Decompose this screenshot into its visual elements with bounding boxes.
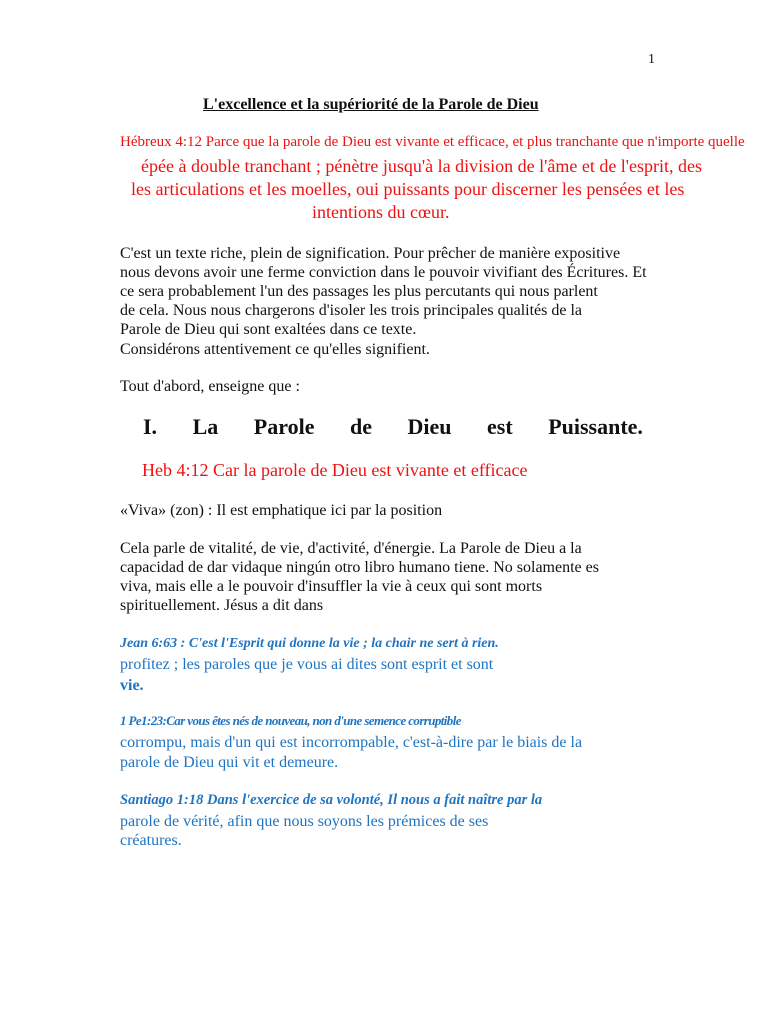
section-heading	[143, 414, 643, 440]
heb-verse: Heb 4:12 Car la parole de Dieu est vivante et efficace	[142, 460, 528, 480]
paragraph-1-line: ce sera probablement l'un des passages les plus percutants qui nous parlent	[120, 283, 598, 300]
paragraph-2-line: capacidad de dar vidaque ningún otro libro humano tiene. No solamente es	[120, 559, 599, 576]
intro-verse-line-3: les articulations et les moelles, oui puissants pour discerner les pensées et les	[131, 179, 685, 199]
peter-verse-line-3: parole de Dieu qui vit et demeure.	[120, 754, 339, 771]
paragraph-2-line: spirituellement. Jésus a dit dans	[120, 597, 324, 614]
document-title: L'excellence et la supériorité de la Parole de Dieu	[203, 96, 539, 113]
heading-word: de	[349, 414, 372, 439]
heading-word: est	[487, 414, 513, 439]
heading-word: Parole	[253, 414, 315, 439]
john-verse-reference: Jean 6:63 : C'est l'Esprit qui donne la vie ; la chair ne sert à rien.	[120, 636, 499, 651]
heading-word: I.	[143, 414, 158, 439]
peter-verse-line-2: corrompu, mais d'un qui est incorrompable, c'est-à-dire par le biais de la	[120, 734, 583, 751]
paragraph-1-line: C'est un texte riche, plein de signification. Pour prêcher de manière expositive	[120, 245, 621, 262]
heading-word: Puissante.	[548, 414, 643, 439]
first-of-all-line: Tout d'abord, enseigne que :	[120, 378, 300, 395]
james-verse-reference: Santiago 1:18 Dans l'exercice de sa volonté, Il nous a fait naître par la	[120, 792, 543, 808]
heading-word: Dieu	[407, 414, 452, 439]
intro-verse-line-2: épée à double tranchant ; pénètre jusqu'à la division de l'âme et de l'esprit, des	[141, 156, 703, 176]
paragraph-1-line: nous devons avoir une ferme conviction dans le pouvoir vivifiant des Écritures. Et	[120, 264, 647, 281]
peter-verse-reference: 1 Pe1:23:Car vous êtes nés de nouveau, non d'une semence corruptible	[120, 713, 461, 728]
viva-line: «Viva» (zon) : Il est emphatique ici par la position	[120, 502, 443, 519]
intro-verse-line-1: Hébreux 4:12 Parce que la parole de Dieu est vivante et efficace, et plus tranchante que n'importe quelle	[120, 134, 745, 150]
paragraph-1-line: Parole de Dieu qui sont exaltées dans ce texte.	[120, 321, 417, 338]
paragraph-2-line: Cela parle de vitalité, de vie, d'activité, d'énergie. La Parole de Dieu a la	[120, 540, 582, 557]
paragraph-1-line: Considérons attentivement ce qu'elles signifient.	[120, 341, 430, 358]
john-verse-line-3: vie.	[120, 677, 144, 694]
heading-word: La	[192, 414, 219, 439]
paragraph-1-line: de cela. Nous nous chargerons d'isoler les trois principales qualités de la	[120, 302, 583, 319]
james-verse-line-2: parole de vérité, afin que nous soyons les prémices de ses	[120, 813, 489, 830]
intro-verse-line-4: intentions du cœur.	[312, 202, 450, 222]
page-number: 1	[648, 52, 655, 67]
paragraph-2-line: viva, mais elle a le pouvoir d'insuffler la vie à ceux qui sont morts	[120, 578, 543, 595]
john-verse-line-2: profitez ; les paroles que je vous ai dites sont esprit et sont	[120, 656, 494, 673]
james-verse-line-3: créatures.	[120, 832, 182, 849]
